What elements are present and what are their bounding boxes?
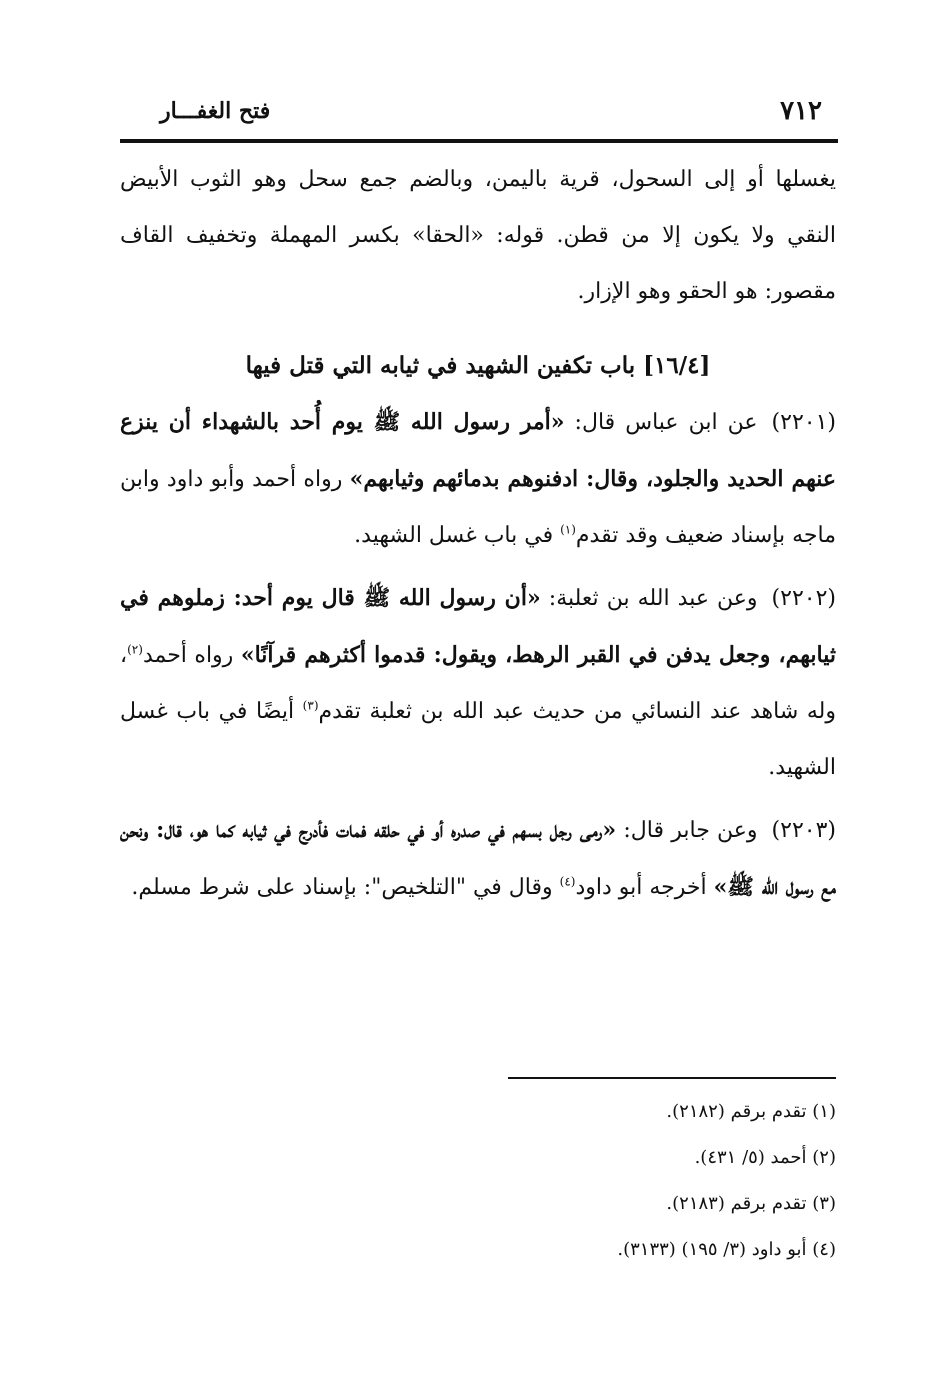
footnote-ref[interactable]: (٢): [127, 642, 143, 657]
footnote-ref[interactable]: (٤): [559, 874, 576, 889]
page-header: [120, 96, 836, 136]
hadith-tail: في باب غسل الشهيد.: [354, 523, 561, 548]
hadith-lead: وعن جابر قال:: [616, 818, 758, 843]
footnote-2: (٢) أحمد (٥/ ٤٣١).: [694, 1147, 836, 1168]
main-text: [120, 152, 836, 916]
hadith-takhrij: رواه أحمد: [142, 643, 241, 668]
footnote-ref[interactable]: (١): [560, 522, 576, 537]
hadith-number: (٢٢٠٣): [771, 818, 836, 843]
intro-paragraph: يغسلها أو إلى السحول، قرية باليمن، وبالضم جمع سحل وهو الثوب الأبيض النقي ولا يكون إلا من قطن. قوله: «الحقا» بكسر المهملة وتخفيف القاف مقصور: هو الحقو وهو الإزار.: [120, 167, 836, 304]
hadith-takhrij: رواه أحمد وأبو داود وابن ماجه بإسناد ضعيف وقد تقدم: [120, 467, 836, 548]
hadith-tail: ، وله شاهد عند النسائي من حديث عبد الله بن ثعلبة تقدم: [120, 643, 836, 724]
hadith-tail: أيضًا في باب غسل الشهيد.: [120, 699, 836, 780]
footnote-ref[interactable]: (٣): [302, 698, 319, 713]
hadith-matn: «رمى رجل بسهم في صدره أو في حلقه فمات فأدرج في ثيابه كما هو، قال: ونحن مع رسول الله ﷺ»: [120, 817, 836, 900]
hadith-2202: [120, 570, 836, 796]
running-title: فتح الغفـــار: [160, 98, 271, 124]
footnotes: [120, 1092, 836, 1276]
hadith-lead: عن ابن عباس قال:: [564, 410, 758, 435]
hadith-number: (٢٢٠٢): [771, 586, 836, 611]
page-number: ٧١٢: [780, 96, 822, 126]
footnote-4: (٤) أبو داود (٣/ ١٩٥) (٣١٣٣).: [617, 1239, 836, 1260]
footnote-3: (٣) تقدم برقم (٢١٨٣).: [666, 1193, 836, 1214]
section-heading: [١٦/٤] باب تكفين الشهيد في ثيابه التي قتل فيها: [245, 352, 711, 379]
header-rule: [120, 139, 838, 143]
hadith-number: (٢٢٠١): [771, 410, 836, 435]
hadith-matn: «أن رسول الله ﷺ قال يوم أحد: زملوهم في ثيابهم، وجعل يدفن في القبر الرهط، ويقول: قدموا أكثرهم قرآنًا»: [120, 585, 836, 668]
footnote-1: (١) تقدم برقم (٢١٨٢).: [666, 1101, 836, 1122]
hadith-takhrij: أخرجه أبو داود: [575, 875, 714, 900]
hadith-tail: وقال في "التلخيص": بإسناد على شرط مسلم.: [131, 875, 560, 900]
hadith-matn: «أمر رسول الله ﷺ يوم أُحد بالشهداء أن ينزع عنهم الحديد والجلود، وقال: ادفنوهم بدمائهم وثيابهم»: [120, 409, 836, 492]
footnote-rule: [508, 1077, 836, 1079]
hadith-lead: وعن عبد الله بن ثعلبة:: [540, 586, 758, 611]
hadith-2201: [120, 394, 836, 564]
hadith-2203: [120, 802, 836, 916]
